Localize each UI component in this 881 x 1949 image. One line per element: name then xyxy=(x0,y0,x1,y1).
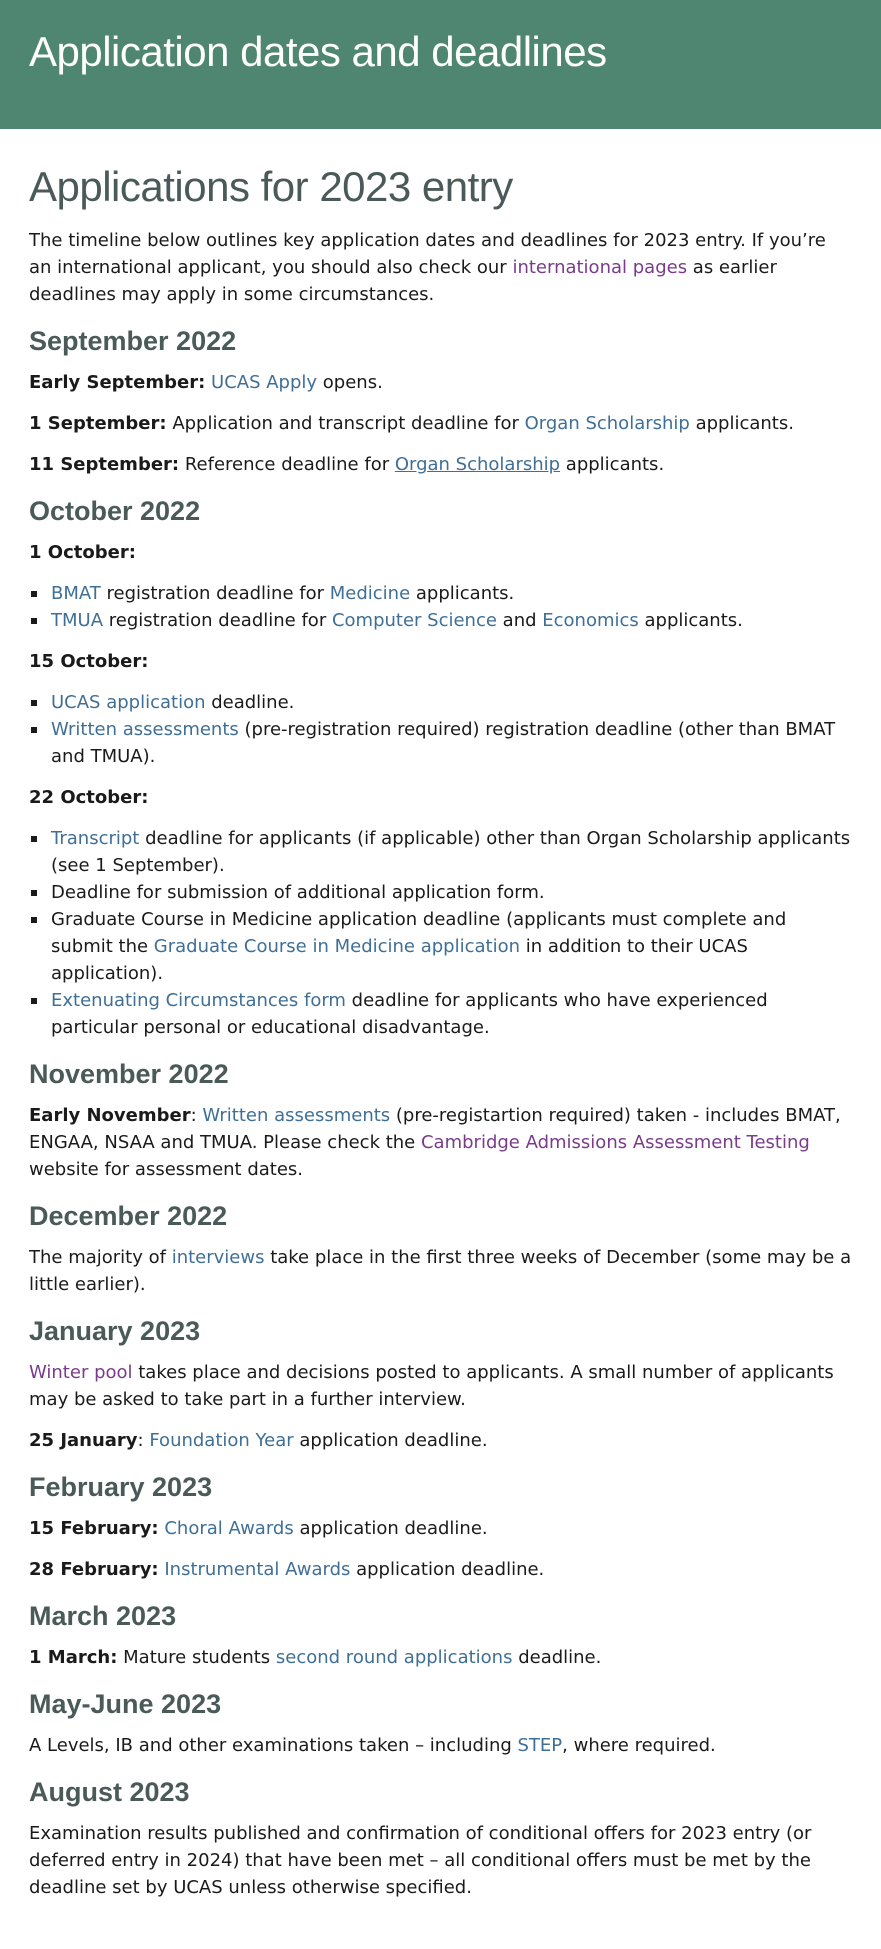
oct-1-label: 1 October: xyxy=(29,542,136,563)
list-item: Graduate Course in Medicine application deadline (applicants must complete and submit the Graduate Course in Medicine application in addition to their UCAS application). xyxy=(51,906,852,987)
nov-paragraph: Early November: Written assessments (pre-registartion required) taken - includes BMAT, ENGAA, NSAA and TMUA. Please check the Cambridge Admissions Assessment Testing website for assessment dates. xyxy=(29,1105,841,1180)
section-heading-february: February 2023 xyxy=(29,1472,213,1502)
economics-link[interactable]: Economics xyxy=(542,610,639,631)
foundation-year-link[interactable]: Foundation Year xyxy=(149,1430,294,1451)
written-assessments-link-2[interactable]: Written assessments xyxy=(202,1105,391,1126)
winter-pool-link[interactable]: Winter pool xyxy=(29,1362,133,1383)
section-heading-august: August 2023 xyxy=(29,1777,190,1807)
page-banner xyxy=(0,0,881,129)
list-item: Written assessments (pre-registration required) registration deadline (other than BMAT and TMUA). xyxy=(51,716,852,770)
list-item: BMAT registration deadline for Medicine applicants. xyxy=(51,580,852,607)
sep-early: Early September: UCAS Apply opens. xyxy=(29,372,383,393)
transcript-link[interactable]: Transcript xyxy=(51,828,140,849)
intro-paragraph: The timeline below outlines key application dates and deadlines for 2023 entry. If you’re an international applicant, you should also check our international pages as earlier deadlines may apply in some circumstances. xyxy=(29,230,826,305)
ucas-apply-link[interactable]: UCAS Apply xyxy=(211,372,318,393)
list-item: TMUA registration deadline for Computer Science and Economics applicants. xyxy=(51,607,852,634)
bmat-link[interactable]: BMAT xyxy=(51,583,101,604)
dec-paragraph: The majority of interviews take place in the first three weeks of December (some may be a little earlier). xyxy=(29,1247,852,1295)
jan-winter-pool: Winter pool takes place and decisions posted to applicants. A small number of applicants may be asked to take part in a further interview. xyxy=(29,1362,834,1410)
list-item: Extenuating Circumstances form deadline for applicants who have experienced particular personal or educational disadvantage. xyxy=(51,987,852,1041)
page-heading: Applications for 2023 entry xyxy=(29,163,513,210)
section-heading-september: September 2022 xyxy=(29,326,237,356)
ucas-application-link[interactable]: UCAS application xyxy=(51,692,206,713)
oct-15-list xyxy=(29,689,852,770)
oct-1-list xyxy=(29,580,852,634)
list-item: Transcript deadline for applicants (if applicable) other than Organ Scholarship applicants (see 1 September). xyxy=(51,825,852,879)
sep-11: 11 September: Reference deadline for Organ Scholarship applicants. xyxy=(29,454,665,475)
organ-scholarship-link-2[interactable]: Organ Scholarship xyxy=(394,454,561,475)
list-item: Deadline for submission of additional application form. xyxy=(51,879,852,906)
graduate-course-medicine-link[interactable]: Graduate Course in Medicine application xyxy=(153,936,521,957)
caat-link[interactable]: Cambridge Admissions Assessment Testing xyxy=(420,1132,810,1153)
choral-awards-link[interactable]: Choral Awards xyxy=(164,1518,294,1539)
step-link[interactable]: STEP xyxy=(517,1735,563,1756)
list-item: UCAS application deadline. xyxy=(51,689,852,716)
tmua-link[interactable]: TMUA xyxy=(51,610,104,631)
section-heading-march: March 2023 xyxy=(29,1601,177,1631)
interviews-link[interactable]: interviews xyxy=(171,1247,265,1268)
computer-science-link[interactable]: Computer Science xyxy=(331,610,497,631)
instrumental-awards-link[interactable]: Instrumental Awards xyxy=(164,1559,351,1580)
extenuating-circumstances-link[interactable]: Extenuating Circumstances form xyxy=(51,990,346,1011)
organ-scholarship-link[interactable]: Organ Scholarship xyxy=(524,413,690,434)
main-content xyxy=(0,163,881,1901)
sep-1: 1 September: Application and transcript deadline for Organ Scholarship applicants. xyxy=(29,413,794,434)
section-heading-october: October 2022 xyxy=(29,496,201,526)
section-heading-november: November 2022 xyxy=(29,1059,229,1089)
second-round-applications-link[interactable]: second round applications xyxy=(275,1647,513,1668)
section-heading-january: January 2023 xyxy=(29,1316,201,1346)
mar-1: 1 March: Mature students second round applications deadline. xyxy=(29,1647,602,1668)
medicine-link[interactable]: Medicine xyxy=(329,583,411,604)
international-pages-link[interactable]: international pages xyxy=(512,257,688,278)
section-heading-december: December 2022 xyxy=(29,1201,228,1231)
written-assessments-link[interactable]: Written assessments xyxy=(51,719,239,740)
aug-paragraph: Examination results published and confirmation of conditional offers for 2023 entry (or deferred entry in 2024) that have been met – all conditional offers must be met by the deadline set by UCAS unless otherwise specified. xyxy=(29,1823,812,1898)
feb-15: 15 February: Choral Awards application deadline. xyxy=(29,1518,488,1539)
section-heading-may-june: May-June 2023 xyxy=(29,1689,222,1719)
oct-22-list xyxy=(29,825,852,1041)
banner-title: Application dates and deadlines xyxy=(29,28,607,75)
oct-15-label: 15 October: xyxy=(29,651,149,672)
may-paragraph: A Levels, IB and other examinations taken – including STEP, where required. xyxy=(29,1735,716,1756)
jan-25: 25 January: Foundation Year application deadline. xyxy=(29,1430,488,1451)
feb-28: 28 February: Instrumental Awards application deadline. xyxy=(29,1559,545,1580)
oct-22-label: 22 October: xyxy=(29,787,149,808)
